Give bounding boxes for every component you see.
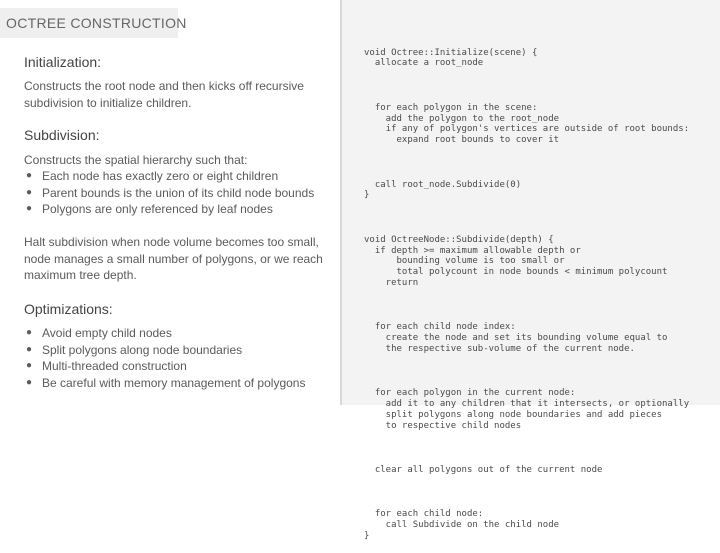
list-item: ● Polygons are only referenced by leaf nodes [24, 201, 334, 218]
optimizations-heading: Optimizations: [24, 301, 113, 317]
list-item: ● Split polygons along node boundaries [24, 342, 334, 359]
initialization-text [24, 78, 334, 111]
subdivision-heading: Subdivision: [24, 127, 100, 143]
halt-paragraph: Halt subdivision when node volume becomes too small, node manages a small number of polygons, or we reach maximum tree depth. [24, 235, 323, 282]
list-item: ● Each node has exactly zero or eight children [24, 168, 334, 185]
optimizations-bullets [24, 325, 334, 391]
text-panel [0, 0, 340, 405]
code-block: for each child node: call Subdivide on the child node } [364, 509, 560, 542]
initialization-paragraph: Constructs the root node and then kicks off recursive subdivision to initialize children. [24, 79, 304, 110]
halt-text [24, 234, 334, 284]
list-item: ● Avoid empty child nodes [24, 325, 334, 342]
code-block: for each polygon in the scene: add the polygon to the root_node if any of polygon's vertices are outside of root bounds: expand root bounds to cover it [374, 102, 690, 146]
initialization-heading: Initialization: [24, 54, 102, 70]
code-block: void OctreeNode::Subdivide(depth) { if depth >= maximum allowable depth or bounding volume is too small or total polycount in node bounds < minimum polycount return [364, 234, 668, 288]
title-box [0, 8, 187, 38]
subdivision-intro-text: Constructs the spatial hierarchy such that: [24, 153, 248, 167]
code-block: void Octree::Initialize(scene) { allocate a root_node [364, 47, 538, 69]
code-block: for each polygon in the current node: add it to any children that it intersects, or optionally split polygons along node boundaries and add pieces to respective child nodes [374, 388, 690, 431]
list-item: ● Be careful with memory management of polygons [24, 375, 334, 392]
slide-title: OCTREE CONSTRUCTION [6, 15, 187, 31]
code-block: call root_node.Subdivide(0) } [364, 179, 522, 201]
code-listing [364, 26, 689, 553]
subdivision-bullets [24, 168, 334, 218]
code-block: for each child node index: create the node and set its bounding volume equal to the respective sub-volume of the current node. [374, 322, 668, 354]
list-item: ● Multi-threaded construction [24, 358, 334, 375]
subdivision-intro [24, 152, 334, 169]
code-block: clear all polygons out of the current node [364, 465, 603, 476]
list-item: ● Parent bounds is the union of its child node bounds [24, 185, 334, 202]
